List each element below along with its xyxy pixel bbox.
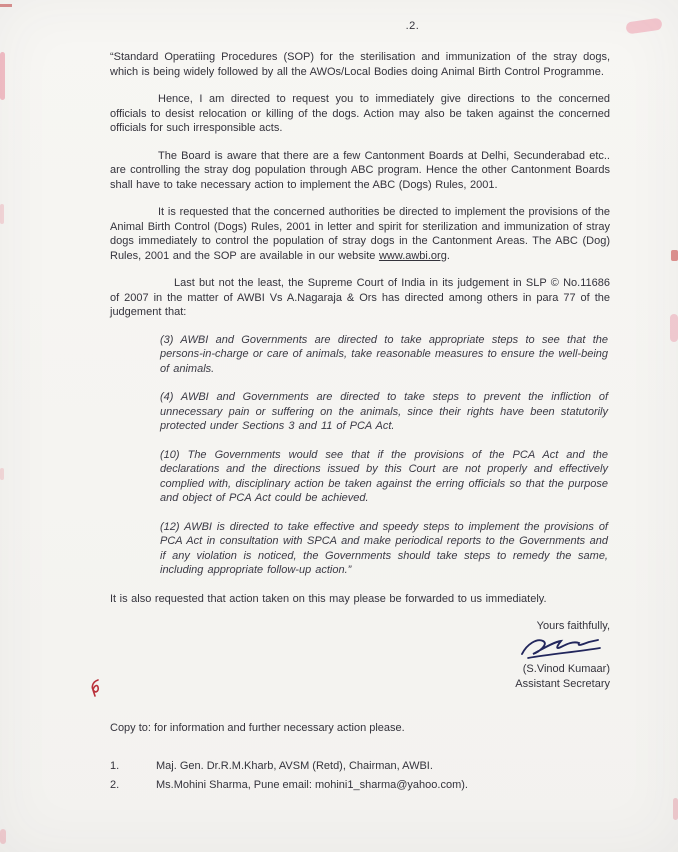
signature xyxy=(110,635,606,661)
judgement-quote-10: (10) The Governments would see that if the provisions of the PCA Act and the declarations and the directions issued by this Court are not properly and effectively complied with, disciplinary action be taken against the erring officials so that the purpose and object of PCA Act could be achieved. xyxy=(160,448,608,504)
paragraph-directions: Hence, I am directed to request you to immediately give directions to the concerned officials to desist relocation or killing of the dogs. Action may also be taken against the concerned officials for such irresponsible acts. xyxy=(110,93,610,134)
paragraph-cantonment-boards: The Board is aware that there are a few Cantonment Boards at Delhi, Secunderabad etc.. are controlling the stray dog population through ABC program. Hence the other Cantonment Boards shall have to take necessary action to implement the ABC (Dogs) Rules, 2001. xyxy=(110,149,610,191)
list-item xyxy=(110,758,610,775)
scan-mark xyxy=(0,468,4,480)
list-item-number: 2. xyxy=(110,779,120,791)
judgement-quote-4: (4) AWBI and Governments are directed to take steps to prevent the infliction of unnecessary pain or suffering on the animals, since their rights have been statutorily protected under Sections 3 and 11 of PCA Act. xyxy=(160,391,608,432)
closing-name: (S.Vinod Kumaar) xyxy=(522,663,610,675)
scan-mark xyxy=(0,829,6,844)
list-item-text: Ms.Mohini Sharma, Pune email: mohini1_sharma@yahoo.com). xyxy=(156,779,468,791)
list-item xyxy=(110,777,610,794)
awbi-website-link[interactable]: www.awbi.org xyxy=(378,249,447,262)
paragraph-sop: “Standard Operatiing Procedures (SOP) for the sterilisation and immunization of the stray dogs, which is being widely followed by all the AWOs/Local Bodies doing Animal Birth Control Programme. xyxy=(110,51,610,78)
paragraph-action-taken: It is also requested that action taken on this may please be forwarded to us immediately. xyxy=(110,592,547,605)
paragraph-abc-rules xyxy=(110,205,610,263)
scan-mark xyxy=(0,52,5,100)
signature-scribble xyxy=(518,635,606,661)
list-item-text: Maj. Gen. Dr.R.M.Kharb, AVSM (Retd), Chairman, AWBI. xyxy=(156,760,433,772)
judgement-quote-3: (3) AWBI and Governments are directed to take appropriate steps to see that the persons-in-charge or care of animals, take reasonable measures to ensure the well-being of animals. xyxy=(160,333,608,375)
copy-to-heading: Copy to: for information and further necessary action please. xyxy=(110,722,405,734)
paragraph-supreme-court: Last but not the least, the Supreme Court of India in its judgement in SLP © No.11686 of 2007 in the matter of AWBI Vs A.Nagaraja & Ors has directed among others in para 77 of the judgement that: xyxy=(110,277,610,318)
page-number: .2. xyxy=(405,20,420,32)
scan-mark xyxy=(673,798,678,820)
scan-mark xyxy=(670,314,678,342)
list-item-number: 1. xyxy=(110,760,120,772)
scan-mark xyxy=(0,4,12,7)
paragraph-abc-rules-text: It is requested that the concerned authorities be directed to implement the provisions of the Animal Birth Control (Dogs) Rules, 2001 in letter and spirit for sterilization and immunization of stray dogs immediately to control the population of stray dogs in the Cantonment Areas. The ABC (Dog) Rules, 2001 and the SOP are available in our website xyxy=(110,206,610,262)
pen-mark xyxy=(88,678,102,698)
paragraph-abc-rules-period: . xyxy=(446,249,450,262)
scan-mark xyxy=(671,250,678,261)
judgement-quote-12: (12) AWBI is directed to take effective and speedy steps to implement the provisions of PCA Act in consultation with SPCA and make periodical reports to the Governments and if any violation is noticed, the Governments should take steps to remedy the same, including appropriate follow-up action.” xyxy=(160,520,608,576)
closing-title: Assistant Secretary xyxy=(515,678,610,690)
closing-salutation: Yours faithfully, xyxy=(536,620,610,632)
scan-mark xyxy=(625,18,662,35)
closing-block xyxy=(110,619,610,692)
copy-to-list xyxy=(110,758,610,794)
scan-mark xyxy=(0,204,4,224)
